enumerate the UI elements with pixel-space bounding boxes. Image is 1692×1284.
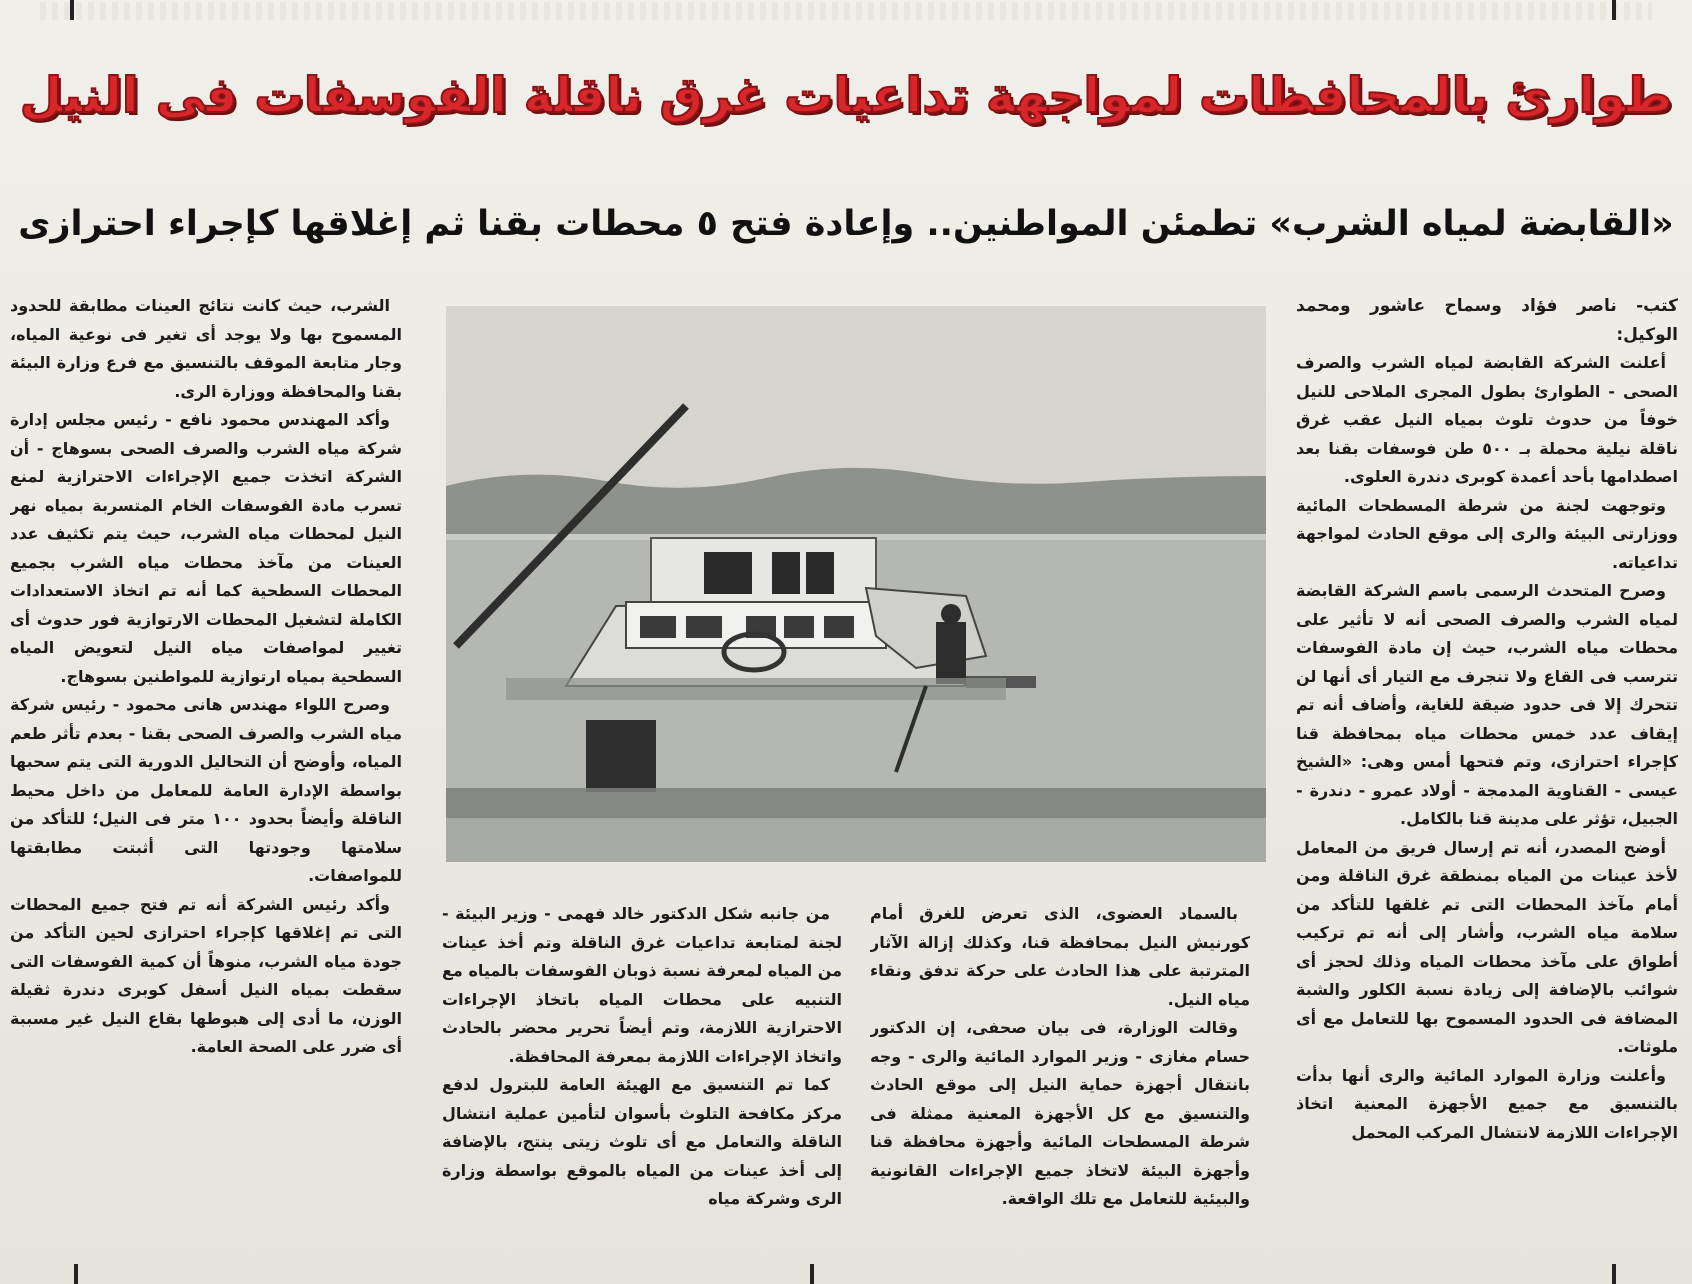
paragraph: كما تم التنسيق مع الهيئة العامة للبترول لدفع مركز مكافحة التلوث بأسوان لتأمين عملية انتشال الناقلة والتعامل مع أى تلوث زيتى ينتج، بالإضافة إلى أخذ عينات من المياه بالموقع بواسطة وزارة الرى وشركة مياه (442, 1075, 842, 1208)
article-column-4 (10, 292, 402, 1277)
article-column-3 (442, 900, 842, 1278)
paragraph: وأكد رئيس الشركة أنه تم فتح جميع المحطات التى تم إغلاقها كإجراء احترازى لحين التأكد من جودة مياه الشرب، منوهاً أن كمية الفوسفات التى سقطت بمياه النيل أسفل كوبرى دندرة ثقيلة الوزن، ما أدى إلى هبوطها بقاع النيل غير مسببة أى ضرر على الصحة العامة. (10, 894, 402, 1056)
paragraph: من جانبه شكل الدكتور خالد فهمى - وزير البيئة - لجنة لمتابعة تداعيات غرق الناقلة وتم أخذ عينات من المياه لمعرفة نسبة ذوبان الفوسفات بالمياه مع التنبيه على محطات المياه باتخاذ الإجراءات الاحترازية اللازمة، وتم أيضاً تحرير محضر بالحادث واتخاذ الإجراءات اللازمة بمعرفة المحافظة. (442, 904, 842, 1066)
paragraph: الشرب، حيث كانت نتائج العينات مطابقة للحدود المسموح بها ولا يوجد أى تغير فى نوعية المياه، وجار متابعة الموقف بالتنسيق مع فرع وزارة البيئة بقنا والمحافظة ووزارة الرى. (10, 296, 402, 401)
paragraph: وصرح اللواء مهندس هانى محمود - رئيس شركة مياه الشرب والصرف الصحى بقنا - بعدم تأثر طعم المياه، وأوضح أن التحاليل الدورية التى يتم سحبها بواسطة الإدارة العامة للمعامل من داخل محيط الناقلة وأيضاً بحدود ١٠٠ متر فى النيل؛ للتأكد من سلامتها وجودتها التى أثبتت مطابقتها للمواصفات. (10, 695, 402, 885)
edge-mark (1612, 0, 1616, 20)
paragraph: وتوجهت لجنة من شرطة المسطحات المائية ووزارتى البيئة والرى إلى موقع الحادث لمواجهة تداعياته. (1296, 495, 1678, 572)
paragraph: بالسماد العضوى، الذى تعرض للغرق أمام كورنيش النيل بمحافظة قنا، وكذلك إزالة الآثار المترتبة على هذا الحادث على حركة تدفق ونقاء مياه النيل. (870, 904, 1250, 1009)
paragraph: وقالت الوزارة، فى بيان صحفى، إن الدكتور حسام مغازى - وزير الموارد المائية والرى - وجه بانتقال أجهزة حماية النيل إلى موقع الحادث والتنسيق مع كل الأجهزة المعنية ممثلة فى شرطة المسطحات المائية وأجهزة محافظة قنا وأجهزة البيئة لاتخاذ جميع الإجراءات القانونية والبيئية للتعامل مع تلك الواقعة. (870, 1018, 1250, 1208)
subheadline: «القابضة لمياه الشرب» تطمئن المواطنين.. وإعادة فتح ٥ محطات بقنا ثم إغلاقها كإجراء احترازى (18, 203, 1674, 244)
paragraph: وأكد المهندس محمود نافع - رئيس مجلس إدارة شركة مياه الشرب والصرف الصحى بسوهاج - أن الشركة اتخذت جميع الإجراءات الاحترازية لمنع تسرب مادة الفوسفات الخام المتسربة بمياه نهر النيل لمحطات مياه الشرب، حيث يتم تكثيف عدد العينات من مآخذ محطات مياه الشرب بجميع المحطات السطحية كما أنه تم اتخاذ الاستعدادات الكاملة لتشغيل المحطات الارتوازية فور حدوث أى تغيير لمواصفات مياه النيل لتعويض المياه السطحية بمياه ارتوازية للمواطنين بسوهاج. (10, 410, 402, 686)
edge-mark (70, 0, 74, 20)
byline: كتب- ناصر فؤاد وسماح عاشور ومحمد الوكيل: (1296, 296, 1678, 345)
paragraph: وأعلنت وزارة الموارد المائية والرى أنها بدأت بالتنسيق مع جميع الأجهزة المعنية اتخاذ الإجراءات اللازمة لانتشال المركب المحمل (1296, 1065, 1678, 1142)
bleed-through-text (40, 2, 1652, 20)
paragraph: أوضح المصدر، أنه تم إرسال فريق من المعامل لأخذ عينات من المياه بمنطقة غرق الناقلة ومن أمام مآخذ المحطات التى تم غلقها للتأكد من سلامة مياه الشرب، وأشار إلى أنه تم تركيب أطواق على مآخذ محطات المياه وذلك لحجز أى شوائب بالإضافة إلى زيادة نسبة الكلور والشبة المضافة فى الحدود المسموح بها للتعامل مع أى ملوثات. (1296, 837, 1678, 1056)
article-column-2 (870, 900, 1250, 1278)
paragraph: أعلنت الشركة القابضة لمياه الشرب والصرف الصحى - الطوارئ بطول المجرى الملاحى للنيل خوفاً من حدوث تلوث بمياه النيل عقب غرق ناقلة نيلية محملة بـ ٥٠٠ طن فوسفات بقنا بعد اصطدامها بأحد أعمدة كوبرى دندرة العلوى. (1296, 353, 1678, 486)
article-column-1 (1296, 292, 1678, 1277)
photo-illustration (446, 306, 1266, 862)
sunken-barge-photo (446, 306, 1266, 862)
paragraph: وصرح المتحدث الرسمى باسم الشركة القابضة لمياه الشرب والصرف الصحى أنه لا تأثير على محطات مياه الشرب، حيث إن مادة الفوسفات تترسب فى القاع ولا تنجرف مع التيار أى أنها لن تتحرك إلا فى حدود ضيقة للغاية، وأضاف أنه تم إيقاف عدد خمس محطات مياه بمحافظة قنا كإجراء احترازى، وتم فتحها أمس وهى: «الشيخ عيسى - القناوية المدمجة - أولاد عمرو - دندرة - الجبيل، تؤثر على مدينة قنا بالكامل. (1296, 581, 1678, 828)
headline: طوارئ بالمحافظات لمواجهة تداعيات غرق ناقلة الفوسفات فى النيل (19, 66, 1673, 124)
